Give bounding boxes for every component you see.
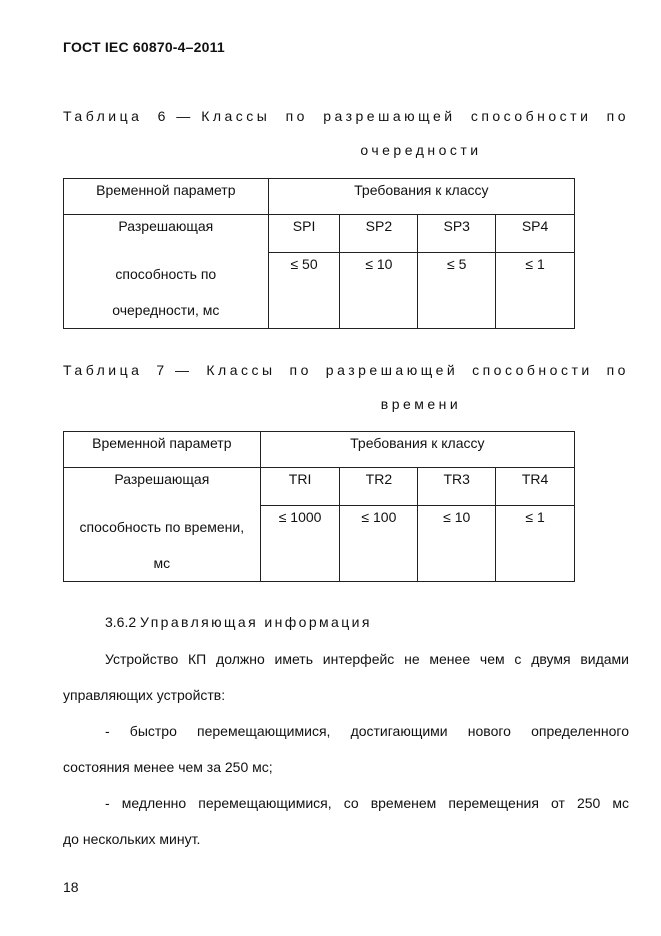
table7-row-label-3: мс [153,554,171,571]
table6-row-label-1: Разрешающая [64,215,269,253]
table7-row-label-2: способность по времени, [79,518,245,535]
section-heading [105,613,629,631]
table6-value: ≤ 1 [496,253,575,329]
table7-class: TRI [260,468,340,506]
section-title: Управляющая информация [140,614,372,630]
table6-class: SP3 [418,215,496,253]
list-item-line: до нескольких минут. [63,831,201,847]
table6-caption [63,108,629,158]
caption-word: разрешающей [323,108,456,124]
table7-class: TR3 [418,468,496,506]
table6-class: SP4 [496,215,575,253]
caption-word: Таблица [63,362,143,378]
table7-value: ≤ 1000 [260,506,340,582]
table6-value: ≤ 50 [268,253,340,329]
table7-value: ≤ 10 [418,506,496,582]
table6-row-label-cont [64,253,269,329]
table7-caption [63,362,629,412]
caption-word: по [606,362,629,378]
caption-continuation: очередности [360,142,482,158]
caption-word: разрешающей [325,362,459,378]
caption-word: способности [472,362,593,378]
caption-word: по [285,108,308,124]
table7 [63,431,575,582]
table6-class: SP2 [340,215,418,253]
table7-value: ≤ 1 [496,506,575,582]
caption-word: по [606,108,629,124]
table7-class: TR2 [340,468,418,506]
table7-row-label-1: Разрешающая [64,468,261,506]
table7-class: TR4 [496,468,575,506]
caption-word: Таблица [63,108,143,124]
caption-word: по [289,362,312,378]
list-item-line: - медленно перемещающимися, со временем перемещения от 250 мс [105,795,629,811]
table7-row-label-cont [64,506,261,582]
page-number: 18 [63,879,79,895]
table7-header-param: Временной параметр [64,432,261,468]
caption-word: 7 — [156,362,193,378]
list-item-line: - быстро перемещающимися, достигающими нового определенного [105,723,629,739]
section-number: 3.6.2 [105,614,137,630]
table6-row-label-3: очередности, мс [112,301,220,318]
table7-value: ≤ 100 [340,506,418,582]
table6-header-requirements: Требования к классу [268,179,574,215]
list-item-line: состояния менее чем за 250 мс; [63,759,273,775]
table6-row-label-2: способность по [115,265,217,282]
table6 [63,178,575,329]
caption-word: Классы [206,362,276,378]
document-code-header: ГОСТ IEC 60870-4–2011 [63,39,225,55]
caption-word: 6 — Классы [157,108,271,124]
table6-class: SPI [268,215,340,253]
caption-word: способности [470,108,592,124]
paragraph-line: управляющих устройств: [63,687,226,703]
paragraph-line: Устройство КП должно иметь интерфейс не менее чем с двумя видами [105,651,629,667]
caption-continuation: времени [380,396,462,412]
table7-header-requirements: Требования к классу [260,432,574,468]
table6-value: ≤ 10 [340,253,418,329]
table6-header-param: Временной параметр [64,179,269,215]
table6-value: ≤ 5 [418,253,496,329]
